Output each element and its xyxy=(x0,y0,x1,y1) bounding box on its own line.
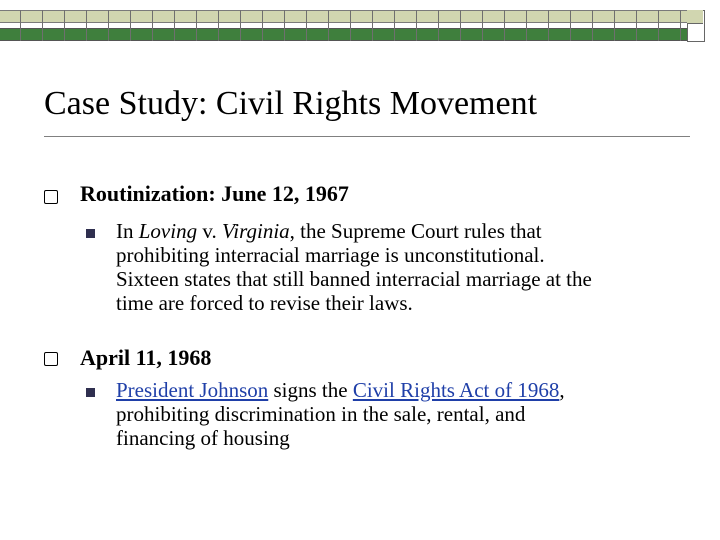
link-civil-rights-act-1968[interactable]: Civil Rights Act of 1968 xyxy=(352,378,560,402)
text-line xyxy=(116,219,676,243)
text-line: Sixteen states that still banned interracial marriage at the xyxy=(116,267,592,291)
link-president-johnson[interactable]: President Johnson xyxy=(116,378,269,402)
title-divider xyxy=(44,136,690,137)
text-fragment: signs the xyxy=(268,378,353,402)
text-line: financing of housing xyxy=(116,426,290,450)
top-bar-grid-lines xyxy=(20,10,690,41)
text-fragment: , the Supreme Court rules that xyxy=(289,219,542,243)
text-line: prohibiting discrimination in the sale, rental, and xyxy=(116,402,526,426)
slide-title: Case Study: Civil Rights Movement xyxy=(44,85,538,122)
sub-bullet-loving-v-virginia xyxy=(116,219,676,315)
sub-bullet-civil-rights-act xyxy=(116,378,676,450)
text-line: prohibiting interracial marriage is unconstitutional. xyxy=(116,243,545,267)
decorative-top-bar xyxy=(0,0,720,44)
bullet-heading-april-1968: April 11, 1968 xyxy=(80,345,212,370)
text-line: time are forced to revise their laws. xyxy=(116,291,413,315)
text-fragment: v. xyxy=(197,219,222,243)
hollow-square-bullet-icon xyxy=(44,190,58,204)
text-fragment: In xyxy=(116,219,139,243)
hollow-square-bullet-icon xyxy=(44,352,58,366)
top-bar-end-square-fill xyxy=(687,10,703,24)
text-line xyxy=(116,378,676,402)
bullet-heading-routinization: Routinization: June 12, 1967 xyxy=(80,181,349,206)
text-fragment: , xyxy=(559,378,565,402)
case-name-italic: Virginia xyxy=(221,219,290,243)
case-name-italic: Loving xyxy=(138,219,198,243)
filled-square-sub-bullet-icon xyxy=(86,229,95,238)
filled-square-sub-bullet-icon xyxy=(86,388,95,397)
